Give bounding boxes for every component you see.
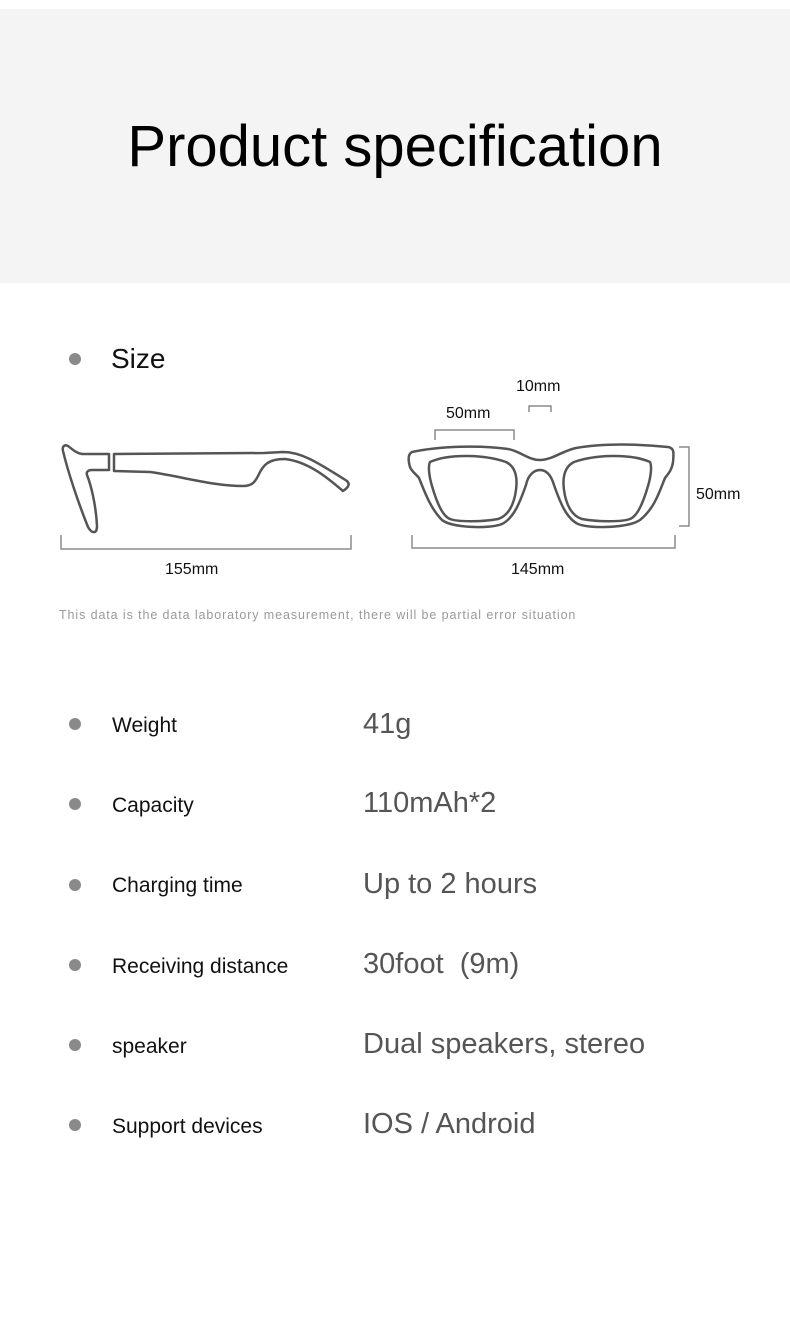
size-heading: Size xyxy=(111,343,166,374)
spec-label: Receiving distance xyxy=(112,955,289,978)
glasses-side-view-icon xyxy=(63,445,349,532)
bullet-icon xyxy=(69,1119,81,1131)
spec-label: Capacity xyxy=(112,794,194,817)
spec-label: speaker xyxy=(112,1035,187,1058)
bullet-icon xyxy=(69,959,81,971)
height-label: 50mm xyxy=(696,486,741,503)
glasses-front-view-icon xyxy=(409,445,674,528)
bullet-icon xyxy=(69,798,81,810)
lens-width-dimension xyxy=(435,430,514,440)
height-dimension xyxy=(679,447,689,526)
side-length-label: 155mm xyxy=(165,561,219,578)
bullet-icon xyxy=(69,1039,81,1051)
page-title: Product specification xyxy=(127,114,663,179)
spec-label: Support devices xyxy=(112,1115,263,1138)
spec-value: Up to 2 hours xyxy=(363,868,538,900)
spec-value: Dual speakers, stereo xyxy=(363,1028,646,1060)
spec-label: Weight xyxy=(112,714,177,737)
spec-value: 30foot (9m) xyxy=(363,948,520,980)
lens-width-label: 50mm xyxy=(446,405,491,422)
spec-value: 41g xyxy=(363,708,412,740)
spec-value: IOS / Android xyxy=(363,1108,536,1140)
bullet-icon xyxy=(69,718,81,730)
bridge-dimension xyxy=(529,406,551,412)
spec-value: 110mAh*2 xyxy=(363,787,497,819)
side-length-dimension xyxy=(61,535,351,549)
glasses-diagram xyxy=(0,0,790,600)
spec-label: Charging time xyxy=(112,874,243,897)
total-width-dimension xyxy=(412,535,675,548)
bridge-label: 10mm xyxy=(516,378,561,395)
measurement-note: This data is the data laboratory measurement, there will be partial error situation xyxy=(59,608,577,622)
bullet-icon xyxy=(69,879,81,891)
total-width-label: 145mm xyxy=(511,561,565,578)
